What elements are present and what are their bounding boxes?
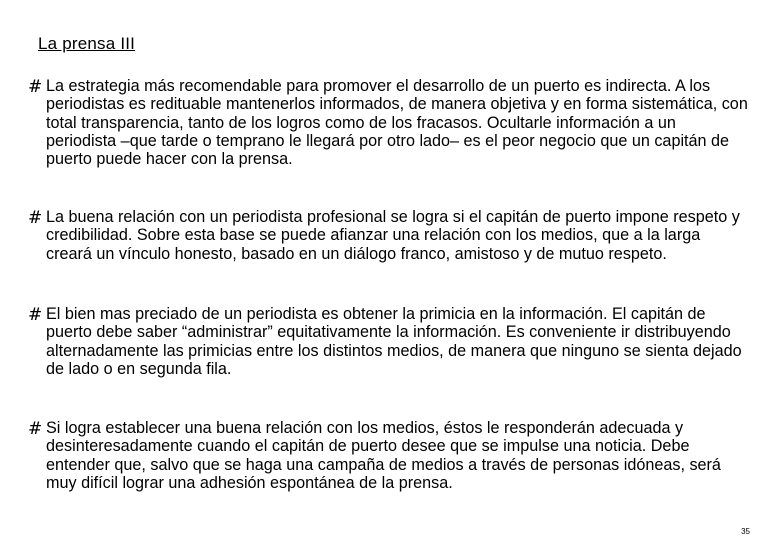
bullet-text: Si logra establecer una buena relación con los medios, éstos le responderán adecuada y desinteresadamente cuando el capitán de puerto desee que se impulse una noticia. Debe entender que, salvo que se haga una campaña de medios a través de personas idóneas, será muy difícil lograr una adhesión espontánea de la prensa. <box>46 419 721 492</box>
bullet-text: El bien mas preciado de un periodista es obtener la primicia en la información. El capitán de puerto debe saber “administrar” equitativamente la información. Es conveniente ir distribuyendo alternadamente las primicias entre los distintos medios, de manera que ninguno se sienta dejado de lado o en segunda fila. <box>46 305 742 378</box>
bullet-text: La estrategia más recomendable para promover el desarrollo de un puerto es indirecta. A los periodistas es redituable mantenerlos informados, de manera objetiva y en forma sistemática, con total transparencia, tanto de los logros como de los fracasos. Ocultarle información a un periodista –que tarde o temprano le llegará por otro lado– es el peor negocio que un capitán de puerto puede hacer con la prensa. <box>46 77 748 169</box>
bullet-item <box>28 305 750 378</box>
hash-bullet-icon: # <box>28 305 43 325</box>
page-title: La prensa III <box>38 34 136 53</box>
hash-bullet-icon: # <box>28 208 43 228</box>
bullet-item <box>28 208 750 263</box>
page-number: 35 <box>741 527 750 536</box>
bullet-text: La buena relación con un periodista profesional se logra si el capitán de puerto impone respeto y credibilidad. Sobre esta base se puede afianzar una relación con los medios, que a la larga creará un vínculo honesto, basado en un diálogo franco, amistoso y de mutuo respeto. <box>46 208 740 263</box>
bullet-item <box>28 419 750 492</box>
hash-bullet-icon: # <box>28 419 43 439</box>
bullet-item <box>28 77 750 168</box>
hash-bullet-icon: # <box>28 77 43 97</box>
